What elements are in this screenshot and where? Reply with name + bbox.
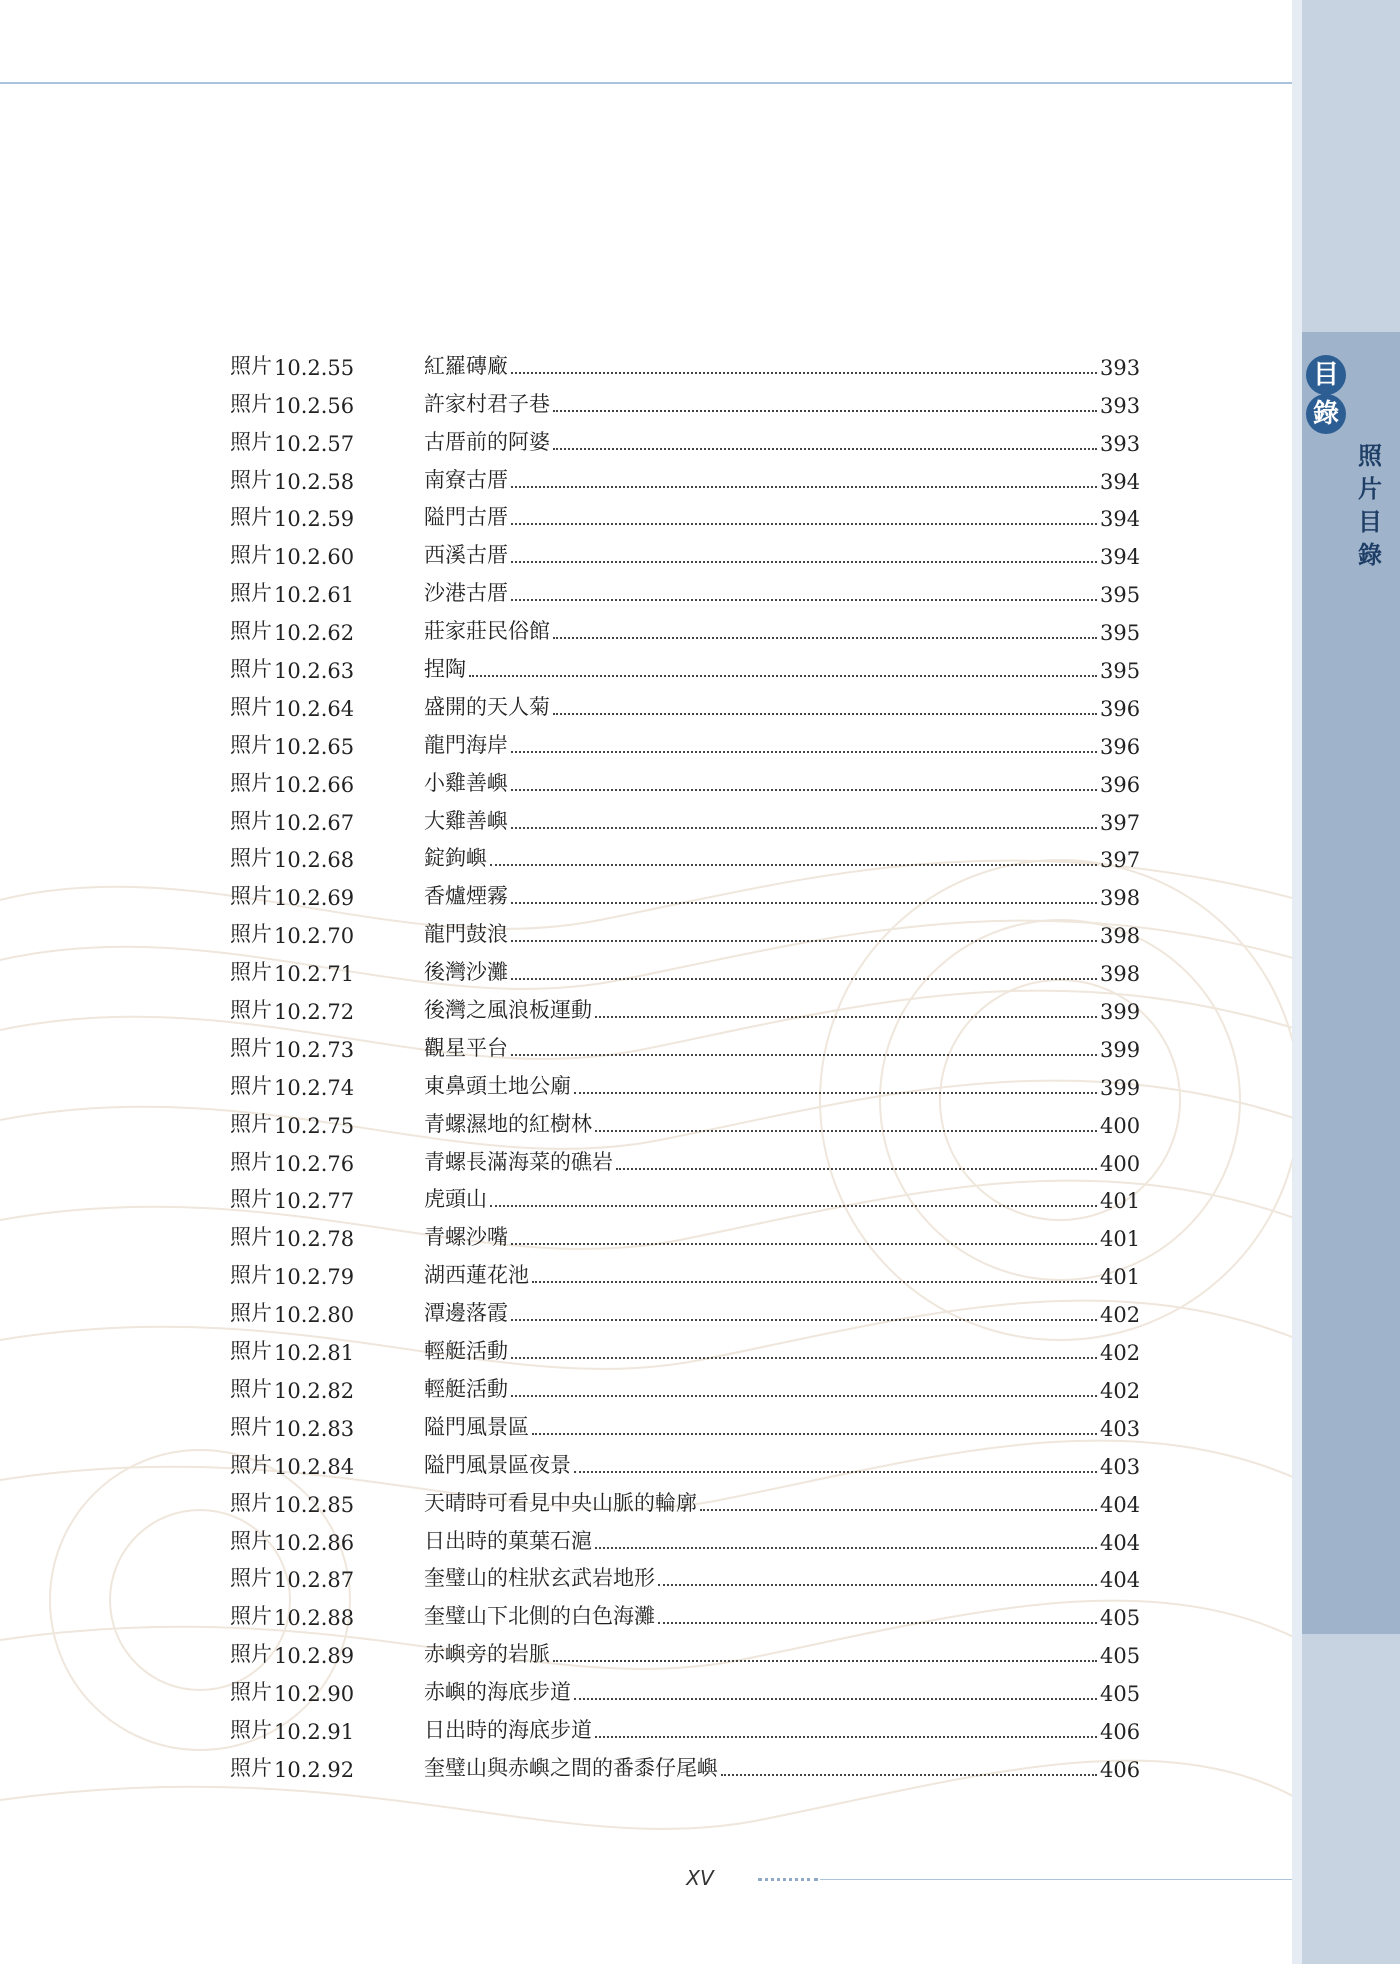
toc-entry[interactable] (230, 683, 1140, 721)
toc-entry[interactable] (230, 1289, 1140, 1327)
toc-entry-page: 393 (1100, 431, 1141, 456)
toc-entry-number: 10.2.84 (274, 1454, 355, 1479)
toc-entry-title: 輕艇活動 (424, 1339, 508, 1364)
toc-dot-leader (511, 599, 1097, 601)
toc-dot-leader (574, 1471, 1097, 1473)
footer-rule (820, 1879, 1292, 1880)
toc-dot-leader (511, 1357, 1097, 1359)
toc-entry-page: 398 (1100, 962, 1141, 987)
toc-entry-title: 南寮古厝 (424, 467, 508, 492)
toc-entry[interactable] (230, 872, 1140, 910)
toc-entry-page: 394 (1100, 469, 1141, 494)
toc-entry-number: 10.2.88 (274, 1606, 355, 1631)
toc-entry-label: 照片 (230, 1376, 272, 1401)
toc-entry[interactable] (230, 418, 1140, 456)
toc-entry-title: 隘門風景區夜景 (424, 1452, 571, 1477)
toc-entry[interactable] (230, 1592, 1140, 1630)
toc-entry-number: 10.2.82 (274, 1378, 355, 1403)
toc-entry-page: 401 (1100, 1265, 1141, 1290)
toc-entry-label: 照片 (230, 1225, 272, 1250)
toc-entry-title: 輕艇活動 (424, 1376, 508, 1401)
toc-entry-page: 400 (1100, 1151, 1141, 1176)
toc-dot-leader (595, 1130, 1097, 1132)
header-band (0, 0, 1292, 82)
toc-entry-label: 照片 (230, 1339, 272, 1364)
toc-entry-label: 照片 (230, 1566, 272, 1591)
toc-dot-leader (511, 827, 1097, 829)
toc-entry-page: 394 (1100, 507, 1141, 532)
toc-entry-label: 照片 (230, 922, 272, 947)
toc-entry-title: 莊家莊民俗館 (424, 619, 550, 644)
side-strip-top (1302, 0, 1400, 332)
toc-entry-number: 10.2.78 (274, 1227, 355, 1252)
toc-entry-title: 湖西蓮花池 (424, 1263, 529, 1288)
toc-dot-leader (595, 1016, 1097, 1018)
toc-entry-label: 照片 (230, 429, 272, 454)
toc-entry-title: 潭邊落霞 (424, 1301, 508, 1326)
toc-entry-label: 照片 (230, 1755, 272, 1780)
toc-entry-number: 10.2.83 (274, 1416, 355, 1441)
toc-entry-number: 10.2.62 (274, 621, 355, 646)
toc-entry-label: 照片 (230, 1073, 272, 1098)
toc-entry[interactable] (230, 1100, 1140, 1138)
toc-entry[interactable] (230, 1327, 1140, 1365)
toc-entry[interactable] (230, 948, 1140, 986)
toc-entry-label: 照片 (230, 960, 272, 985)
toc-entry-page: 399 (1100, 1037, 1141, 1062)
side-tab-vertical-char: 片 (1358, 475, 1382, 503)
toc-entry-label: 照片 (230, 1149, 272, 1174)
toc-entry-page: 396 (1100, 696, 1141, 721)
toc-entry-title: 香爐煙霧 (424, 884, 508, 909)
toc-entry-page: 395 (1100, 583, 1141, 608)
toc-entry-title: 日出時的菓葉石滬 (424, 1528, 592, 1553)
toc-entry-title: 奎璧山下北側的白色海灘 (424, 1604, 655, 1629)
toc-entry-label: 照片 (230, 1717, 272, 1742)
toc-entry-number: 10.2.87 (274, 1568, 355, 1593)
toc-dot-leader (490, 1205, 1097, 1207)
toc-entry-label: 照片 (230, 1604, 272, 1629)
toc-entry-number: 10.2.61 (274, 583, 355, 608)
toc-entry-page: 395 (1100, 621, 1141, 646)
toc-entry-title: 青螺沙嘴 (424, 1225, 508, 1250)
toc-entry-title: 許家村君子巷 (424, 391, 550, 416)
toc-dot-leader (553, 448, 1097, 450)
toc-entry-title: 奎璧山與赤嶼之間的番黍仔尾嶼 (424, 1755, 718, 1780)
toc-entry-number: 10.2.58 (274, 469, 355, 494)
toc-dot-leader (511, 1319, 1097, 1321)
toc-entry-page: 400 (1100, 1113, 1141, 1138)
toc-entry[interactable] (230, 569, 1140, 607)
toc-entry[interactable] (230, 531, 1140, 569)
toc-entry[interactable] (230, 1441, 1140, 1479)
toc-entry-label: 照片 (230, 1187, 272, 1212)
side-tab-char-1: 目 (1306, 355, 1346, 395)
toc-entry-label: 照片 (230, 884, 272, 909)
toc-entry[interactable] (230, 1138, 1140, 1176)
toc-dot-leader (658, 1584, 1097, 1586)
toc-entry-number: 10.2.73 (274, 1037, 355, 1062)
toc-entry-title: 奎璧山的柱狀玄武岩地形 (424, 1566, 655, 1591)
toc-entry-label: 照片 (230, 694, 272, 719)
toc-entry-page: 405 (1100, 1644, 1141, 1669)
toc-entry-page: 401 (1100, 1189, 1141, 1214)
toc-dot-leader (511, 978, 1097, 980)
toc-entry-label: 照片 (230, 1642, 272, 1667)
toc-entry-number: 10.2.66 (274, 772, 355, 797)
toc-entry-title: 捏陶 (424, 657, 466, 682)
side-tab-vertical-char: 目 (1358, 508, 1382, 536)
footer-dots (758, 1878, 818, 1881)
toc-entry-label: 照片 (230, 505, 272, 530)
toc-dot-leader (511, 1243, 1097, 1245)
toc-entry-number: 10.2.89 (274, 1644, 355, 1669)
side-gap (1292, 0, 1302, 1964)
toc-dot-leader (574, 1698, 1097, 1700)
toc-entry-label: 照片 (230, 353, 272, 378)
toc-entry-page: 393 (1100, 355, 1141, 380)
toc-entry-page: 394 (1100, 545, 1141, 570)
toc-entry-page: 397 (1100, 848, 1141, 873)
toc-entry-title: 觀星平台 (424, 1035, 508, 1060)
toc-dot-leader (490, 864, 1097, 866)
toc-entry[interactable] (230, 1251, 1140, 1289)
toc-entry-label: 照片 (230, 770, 272, 795)
toc-entry-number: 10.2.59 (274, 507, 355, 532)
toc-entry-label: 照片 (230, 467, 272, 492)
toc-entry-page: 406 (1100, 1757, 1141, 1782)
toc-entry-page: 395 (1100, 659, 1141, 684)
side-tab-vertical-char: 照 (1358, 442, 1382, 470)
toc-entry-page: 401 (1100, 1227, 1141, 1252)
toc-entry-number: 10.2.64 (274, 696, 355, 721)
toc-dot-leader (553, 1660, 1097, 1662)
toc-entry[interactable] (230, 380, 1140, 418)
toc-entry-page: 404 (1100, 1530, 1141, 1555)
toc-entry[interactable] (230, 1403, 1140, 1441)
toc-entry-number: 10.2.77 (274, 1189, 355, 1214)
toc-entry-number: 10.2.74 (274, 1075, 355, 1100)
toc-dot-leader (595, 1736, 1097, 1738)
toc-dot-leader (532, 1281, 1097, 1283)
toc-entry-label: 照片 (230, 581, 272, 606)
toc-entry-label: 照片 (230, 619, 272, 644)
toc-entry-title: 隘門風景區 (424, 1414, 529, 1439)
toc-entry-page: 406 (1100, 1719, 1141, 1744)
toc-entry[interactable] (230, 835, 1140, 873)
toc-entry[interactable] (230, 456, 1140, 494)
toc-entry-page: 403 (1100, 1416, 1141, 1441)
toc-dot-leader (595, 1547, 1097, 1549)
toc-entry[interactable] (230, 1176, 1140, 1214)
toc-entry-title: 青螺長滿海菜的礁岩 (424, 1149, 613, 1174)
toc-entry-title: 赤嶼旁的岩脈 (424, 1642, 550, 1667)
toc-entry-number: 10.2.70 (274, 924, 355, 949)
toc-dot-leader (511, 1395, 1097, 1397)
toc-entry[interactable] (230, 1479, 1140, 1517)
toc-entry-title: 後灣沙灘 (424, 960, 508, 985)
toc-entry-title: 盛開的天人菊 (424, 694, 550, 719)
toc-entry-page: 403 (1100, 1454, 1141, 1479)
toc-entry[interactable] (230, 1213, 1140, 1251)
toc-entry-label: 照片 (230, 1301, 272, 1326)
toc-dot-leader (511, 1054, 1097, 1056)
toc-entry-number: 10.2.60 (274, 545, 355, 570)
toc-entry-title: 東鼻頭土地公廟 (424, 1073, 571, 1098)
toc-entry-title: 虎頭山 (424, 1187, 487, 1212)
toc-entry[interactable] (230, 1668, 1140, 1706)
toc-entry-number: 10.2.68 (274, 848, 355, 873)
toc-entry[interactable] (230, 607, 1140, 645)
toc-entry-label: 照片 (230, 657, 272, 682)
toc-entry-number: 10.2.63 (274, 659, 355, 684)
header-rule (0, 82, 1292, 84)
toc-entry-number: 10.2.75 (274, 1113, 355, 1138)
toc-entry[interactable] (230, 1706, 1140, 1744)
toc-entry-number: 10.2.76 (274, 1151, 355, 1176)
toc-entry-number: 10.2.71 (274, 962, 355, 987)
toc-dot-leader (574, 1092, 1097, 1094)
toc-dot-leader (553, 713, 1097, 715)
toc-entry[interactable] (230, 1744, 1140, 1782)
toc-entry-label: 照片 (230, 808, 272, 833)
toc-entry-label: 照片 (230, 998, 272, 1023)
toc-entry-title: 後灣之風浪板運動 (424, 998, 592, 1023)
toc-entry[interactable] (230, 342, 1140, 380)
toc-dot-leader (553, 410, 1097, 412)
side-strip-bottom (1302, 1634, 1400, 1964)
toc-entry-page: 396 (1100, 772, 1141, 797)
toc-entry-title: 龍門鼓浪 (424, 922, 508, 947)
toc-entry[interactable] (230, 1555, 1140, 1593)
toc-entry-title: 錠鉤嶼 (424, 846, 487, 871)
toc-entry-label: 照片 (230, 1528, 272, 1553)
toc-dot-leader (511, 789, 1097, 791)
toc-dot-leader (532, 1433, 1097, 1435)
toc-entry-number: 10.2.86 (274, 1530, 355, 1555)
toc-entry-page: 405 (1100, 1682, 1141, 1707)
toc-entry-title: 紅羅磚廠 (424, 353, 508, 378)
toc-entry-page: 398 (1100, 886, 1141, 911)
toc-entry-page: 405 (1100, 1606, 1141, 1631)
toc-entry-number: 10.2.80 (274, 1303, 355, 1328)
toc-entry-number: 10.2.57 (274, 431, 355, 456)
toc-entry-number: 10.2.65 (274, 734, 355, 759)
toc-entry-label: 照片 (230, 1490, 272, 1515)
toc-entry-title: 日出時的海底步道 (424, 1717, 592, 1742)
toc-dot-leader (511, 561, 1097, 563)
toc-entry-number: 10.2.81 (274, 1341, 355, 1366)
toc-entry-title: 赤嶼的海底步道 (424, 1680, 571, 1705)
toc-dot-leader (511, 940, 1097, 942)
toc-entry-title: 大雞善嶼 (424, 808, 508, 833)
toc-entry-label: 照片 (230, 391, 272, 416)
toc-entry-number: 10.2.55 (274, 355, 355, 380)
toc-entry-page: 402 (1100, 1303, 1141, 1328)
toc-entry-title: 古厝前的阿婆 (424, 429, 550, 454)
toc-entry-number: 10.2.67 (274, 810, 355, 835)
toc-entry-number: 10.2.91 (274, 1719, 355, 1744)
toc-entry-title: 隘門古厝 (424, 505, 508, 530)
toc-entry-number: 10.2.79 (274, 1265, 355, 1290)
table-of-contents (230, 342, 1140, 1782)
toc-dot-leader (700, 1509, 1097, 1511)
toc-entry[interactable] (230, 910, 1140, 948)
toc-entry[interactable] (230, 645, 1140, 683)
toc-entry[interactable] (230, 721, 1140, 759)
toc-entry-label: 照片 (230, 1414, 272, 1439)
toc-dot-leader (721, 1774, 1097, 1776)
toc-entry-number: 10.2.85 (274, 1492, 355, 1517)
toc-dot-leader (511, 486, 1097, 488)
toc-entry[interactable] (230, 1024, 1140, 1062)
toc-entry-page: 404 (1100, 1568, 1141, 1593)
toc-entry-label: 照片 (230, 1035, 272, 1060)
toc-entry-label: 照片 (230, 732, 272, 757)
toc-entry-page: 399 (1100, 1000, 1141, 1025)
toc-entry-page: 397 (1100, 810, 1141, 835)
toc-entry-page: 396 (1100, 734, 1141, 759)
toc-entry-page: 404 (1100, 1492, 1141, 1517)
toc-entry-label: 照片 (230, 1263, 272, 1288)
toc-entry-number: 10.2.90 (274, 1682, 355, 1707)
toc-entry-title: 小雞善嶼 (424, 770, 508, 795)
toc-entry-title: 龍門海岸 (424, 732, 508, 757)
toc-entry-title: 青螺濕地的紅樹林 (424, 1111, 592, 1136)
toc-dot-leader (511, 751, 1097, 753)
toc-entry[interactable] (230, 1517, 1140, 1555)
toc-entry-label: 照片 (230, 1680, 272, 1705)
toc-entry-title: 天晴時可看見中央山脈的輪廓 (424, 1490, 697, 1515)
toc-entry-page: 402 (1100, 1341, 1141, 1366)
side-tab-vertical-char: 錄 (1358, 541, 1382, 569)
toc-entry-number: 10.2.56 (274, 393, 355, 418)
footer-page-number: XV (686, 1866, 714, 1890)
toc-entry[interactable] (230, 494, 1140, 532)
toc-entry-number: 10.2.69 (274, 886, 355, 911)
toc-dot-leader (511, 523, 1097, 525)
toc-entry-label: 照片 (230, 1452, 272, 1477)
toc-dot-leader (658, 1622, 1097, 1624)
toc-dot-leader (469, 675, 1097, 677)
toc-entry-label: 照片 (230, 1111, 272, 1136)
toc-entry-number: 10.2.72 (274, 1000, 355, 1025)
toc-dot-leader (616, 1168, 1097, 1170)
toc-entry[interactable] (230, 797, 1140, 835)
toc-dot-leader (511, 902, 1097, 904)
toc-entry-label: 照片 (230, 543, 272, 568)
toc-entry-title: 沙港古厝 (424, 581, 508, 606)
toc-entry[interactable] (230, 1062, 1140, 1100)
toc-entry[interactable] (230, 1365, 1140, 1403)
toc-entry-title: 西溪古厝 (424, 543, 508, 568)
toc-entry-page: 398 (1100, 924, 1141, 949)
toc-entry-page: 393 (1100, 393, 1141, 418)
side-tab-char-2: 錄 (1306, 394, 1346, 434)
toc-entry-label: 照片 (230, 846, 272, 871)
toc-entry-page: 399 (1100, 1075, 1141, 1100)
toc-dot-leader (511, 372, 1097, 374)
toc-entry[interactable] (230, 986, 1140, 1024)
toc-entry[interactable] (230, 1630, 1140, 1668)
toc-entry-number: 10.2.92 (274, 1757, 355, 1782)
toc-entry-page: 402 (1100, 1378, 1141, 1403)
toc-dot-leader (553, 637, 1097, 639)
toc-entry[interactable] (230, 759, 1140, 797)
side-tab-vertical-label (1350, 440, 1390, 572)
